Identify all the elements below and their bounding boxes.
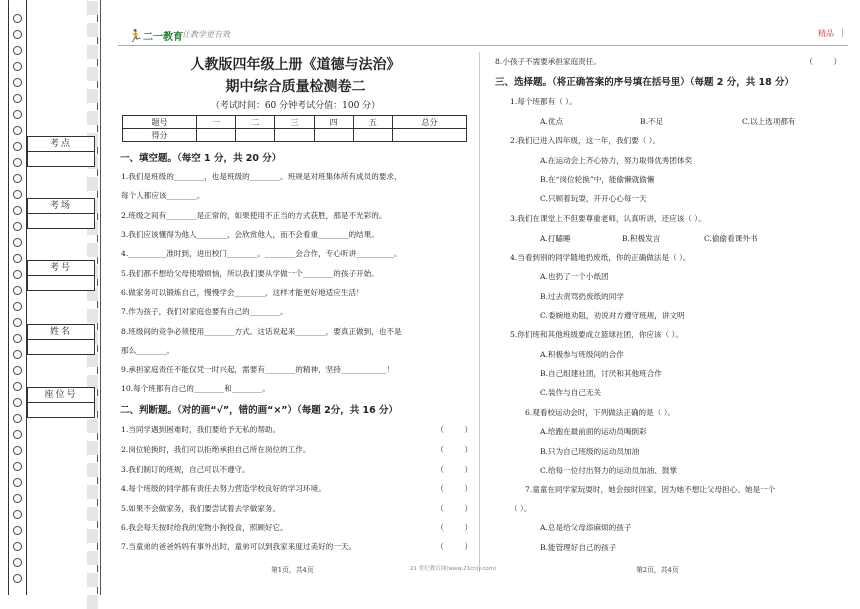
binding-dash: [87, 242, 98, 257]
section1-heading: 一、填空题。（每空 1 分，共 20 分）: [120, 153, 282, 164]
fill-line: 3.我们应该懂得为他人________，会欣赏他人，而不会看重________的结果。: [121, 230, 379, 239]
binding-line: [26, 0, 27, 595]
choice-option[interactable]: C.以上选项都有: [742, 117, 796, 126]
seat-number-label: 座位号: [28, 388, 94, 403]
binding-hole: [13, 526, 22, 535]
score-cell[interactable]: [197, 129, 236, 142]
fill-line: 5.我们都不想给父母使增烦恼，所以我们要从学做一个________的孩子开始。: [121, 269, 379, 278]
page-header: [118, 25, 848, 46]
judge-item: 4.每个班级的同学都有责任去努力营造学校良好的学习环境。: [121, 484, 326, 493]
answer-paren[interactable]: （ ）: [436, 465, 473, 474]
score-cell[interactable]: [392, 129, 466, 142]
binding-hole: [13, 270, 22, 279]
judge-item: 5.如果不会做家务，我们要尝试着去学做家务。: [121, 504, 281, 513]
binding-hole: [13, 334, 22, 343]
answer-paren[interactable]: （ ）: [436, 504, 473, 513]
binding-dash: [87, 308, 98, 323]
binding-dash: [87, 440, 98, 455]
binding-hole: [13, 494, 22, 503]
score-header-cell: 一: [197, 116, 236, 129]
answer-paren[interactable]: （ ）: [436, 484, 473, 493]
binding-line: [8, 0, 9, 595]
name-box: [27, 324, 95, 355]
answer-paren[interactable]: （ ）: [436, 425, 473, 434]
answer-paren[interactable]: （ ）: [436, 542, 473, 551]
binding-line: [100, 0, 101, 595]
name-field[interactable]: [28, 340, 94, 354]
binding-hole: [13, 190, 22, 199]
binding-dash: [87, 176, 98, 191]
fill-line: 6.做家务可以锻炼自己，慢慢学会________，这样才能更好地适应生活！: [121, 288, 364, 297]
exam-site-box: [27, 136, 95, 167]
score-table: [122, 115, 467, 142]
choice-option[interactable]: C.偷偷看课外书: [704, 234, 758, 243]
binding-hole: [13, 446, 22, 455]
answer-paren[interactable]: （ ）: [436, 523, 473, 532]
paper-title: 人教版四年级上册《道德与法治》: [190, 57, 401, 73]
binding-dash: [87, 528, 98, 543]
seat-number-field[interactable]: [28, 403, 94, 417]
binding-hole: [13, 398, 22, 407]
binding-dash: [87, 0, 98, 15]
choice-option[interactable]: B.积极发言: [622, 234, 661, 243]
choice-question: 7.童童在同学家玩耍时，她会按时回家，因为她不想让父母担心。她是一个: [525, 485, 776, 494]
binding-dash: [87, 572, 98, 587]
choice-option[interactable]: B.自己组建社团，讨厌和其他班合作: [540, 369, 662, 378]
choice-question-cont[interactable]: （ ）。: [510, 504, 532, 513]
fill-line: 2.班级之间有________是正常的，如果使用不正当的方式获胜，那是不光彩的。: [121, 211, 387, 220]
section3-heading: 三、选择题。（将正确答案的序号填在括号里）（每题 2 分，共 18 分）: [495, 77, 795, 88]
binding-dash: [87, 462, 98, 477]
exam-room-field[interactable]: [28, 214, 94, 228]
binding-dash: [87, 22, 98, 37]
binding-hole: [13, 430, 22, 439]
quality-badge: 精品: [818, 29, 834, 38]
binding-hole: [13, 286, 22, 295]
binding-hole: [13, 206, 22, 215]
score-cell[interactable]: [236, 129, 275, 142]
score-row-label: 得分: [123, 129, 197, 142]
fill-line: 9.承担家庭责任不能仅凭一时兴起，需要有________的精神，坚持____________！: [121, 365, 395, 374]
binding-dash: [87, 506, 98, 521]
answer-paren[interactable]: （ ）: [436, 445, 473, 454]
score-cell[interactable]: [275, 129, 314, 142]
choice-option[interactable]: B.只为自己班级的运动员加油: [540, 447, 640, 456]
binding-hole: [13, 78, 22, 87]
binding-dash: [87, 110, 98, 125]
paper-subtitle: 期中综合质量检测卷二: [225, 79, 366, 95]
choice-option[interactable]: A.打瞌睡: [540, 234, 571, 243]
seat-number-box: [27, 387, 95, 418]
binding-hole: [13, 222, 22, 231]
choice-option[interactable]: B.过去责骂扔废纸的同学: [540, 292, 624, 301]
exam-number-label: 考号: [28, 261, 94, 276]
binding-hole: [13, 366, 22, 375]
judge-item: 6.我会每天按时给我的宠物小狗投食，照顾好它。: [121, 523, 288, 532]
binding-hole: [13, 30, 22, 39]
binding-hole: [13, 62, 22, 71]
binding-hole: [13, 110, 22, 119]
binding-hole: [13, 382, 22, 391]
choice-option[interactable]: B.不足: [640, 117, 664, 126]
fill-line: 4.__________准时到，进出校门________。________会合作，专心听讲__________。: [121, 249, 402, 258]
choice-option[interactable]: A.给跑在最前面的运动员喝倒彩: [540, 427, 647, 436]
footer-source: 21 世纪教育网(www.21cnjy.com): [410, 566, 497, 572]
choice-question: 5.你们班和其他班级要成立篮球社团，你应该（ ）。: [510, 330, 683, 339]
binding-hole: [13, 126, 22, 135]
binding-hole: [13, 414, 22, 423]
choice-option[interactable]: C.给每一位付出努力的运动员加油、鼓掌: [540, 466, 678, 475]
binding-hole: [13, 542, 22, 551]
choice-question: 6.观看校运动会时，下列做法正确的是（ ）。: [525, 408, 676, 417]
binding-hole: [13, 174, 22, 183]
brand-slogan: 让教学更有效: [182, 30, 230, 39]
binding-hole: [13, 14, 22, 23]
binding-hole: [13, 318, 22, 327]
exam-room-box: [27, 198, 95, 229]
binding-dash: [87, 44, 98, 59]
fill-line: 10.每个班都有自己的________和________。: [121, 384, 270, 393]
exam-info: （考试时间：60 分钟考试分值：100 分）: [210, 101, 381, 111]
exam-site-label: 考点: [28, 137, 94, 152]
exam-room-label: 考场: [28, 199, 94, 214]
binding-hole: [13, 478, 22, 487]
score-header-cell: 五: [353, 116, 392, 129]
binding-hole: [13, 462, 22, 471]
binding-dash: [87, 66, 98, 81]
brand-name: 二一教育: [142, 32, 183, 43]
score-header-cell: 二: [236, 116, 275, 129]
fill-line: 每个人都应该________。: [121, 191, 205, 200]
brand-logo: [128, 28, 183, 43]
page-number-right: 第2页，共4页: [636, 566, 679, 574]
fill-line: 1.我们是班级的________，也是班级的________。班规是对班集体所有成员的要求，: [121, 172, 402, 181]
choice-option[interactable]: C.只顾着玩耍，开开心心每一天: [540, 194, 647, 203]
binding-hole: [13, 46, 22, 55]
page-number-left: 第1页，共4页: [271, 566, 314, 574]
binding-dash: [87, 418, 98, 433]
fill-line: 7.作为孩子，我们对家庭也要有自己的________。: [121, 307, 288, 316]
score-header-cell: 题号: [123, 116, 197, 129]
choice-option[interactable]: A.在运动会上齐心协力，努力取得优秀团体奖: [540, 156, 693, 165]
score-table-header-row: [123, 116, 467, 129]
binding-hole: [13, 238, 22, 247]
binding-hole: [13, 350, 22, 359]
score-header-cell: 三: [275, 116, 314, 129]
binding-strip: [0, 0, 108, 595]
binding-hole: [13, 302, 22, 311]
column-divider: [479, 52, 480, 572]
choice-question: 3.我们在课堂上不但要尊重老师，认真听讲，还应该（ ）。: [510, 214, 706, 223]
choice-question: 2.我们已进入四年级，这一年，我们要（ ）。: [510, 136, 661, 145]
choice-option[interactable]: A.也扔了一个小纸团: [540, 272, 609, 281]
score-table-row: [123, 129, 467, 142]
binding-hole: [13, 142, 22, 151]
fill-line: 那么________。: [121, 346, 175, 355]
binding-dash: [87, 550, 98, 565]
binding-dash: [87, 484, 98, 499]
choice-option[interactable]: B.在“岗位轮换”中，能偷懒就偷懒: [540, 175, 655, 184]
binding-hole: [13, 158, 22, 167]
binding-dash: [87, 88, 98, 103]
binding-dash: [87, 594, 98, 609]
choice-option[interactable]: A.积极参与班级间的合作: [540, 350, 624, 359]
choice-option[interactable]: A.优点: [540, 117, 564, 126]
judge-item: 3.我们制订的班规，自己可以不遵守。: [121, 465, 250, 474]
score-header-cell: 总分: [392, 116, 466, 129]
judge-item: 1.当同学遇到困难时，我们要给予无私的帮助。: [121, 425, 281, 434]
fill-line: 8.班级间的竞争必须使用________方式。这话说起来________，要真正做到，也不是: [121, 327, 402, 336]
binding-hole: [13, 574, 22, 583]
answer-paren[interactable]: （ ）: [805, 57, 842, 66]
choice-option[interactable]: C.委婉地劝阻，劝说对方遵守班规，讲文明: [540, 311, 685, 320]
judge-item: 7.当童弟的爸爸妈妈有事外出时，童弟可以到我家来度过美好的一天。: [121, 542, 357, 551]
binding-hole: [13, 558, 22, 567]
choice-option[interactable]: B.能管理好自己的孩子: [540, 543, 617, 552]
binding-hole: [13, 94, 22, 103]
badge-separator: |: [841, 28, 844, 37]
judge-item: 2.岗位轮换时，我们可以拒绝承担自己所在岗位的工作。: [121, 445, 311, 454]
score-cell[interactable]: [353, 129, 392, 142]
score-header-cell: 四: [314, 116, 353, 129]
judge-item: 8.小孩子不需要承担家庭责任。: [495, 57, 601, 66]
binding-hole: [13, 510, 22, 519]
exam-number-box: [27, 260, 95, 291]
name-label: 姓名: [28, 325, 94, 340]
score-cell[interactable]: [314, 129, 353, 142]
choice-question: 1.每个班都有（ ）。: [510, 97, 577, 106]
choice-option[interactable]: A.总是给父母添麻烦的孩子: [540, 523, 632, 532]
runner-icon: 🏃: [128, 29, 143, 43]
exam-number-field[interactable]: [28, 276, 94, 290]
binding-hole: [13, 254, 22, 263]
choice-question: 4.当看到别的同学随地扔废纸，你的正确做法是（ ）。: [510, 253, 691, 262]
choice-option[interactable]: C.装作与自己无关: [540, 388, 602, 397]
exam-site-field[interactable]: [28, 152, 94, 166]
section2-heading: 二、判断题。（对的画“√”，错的画“×”）（每题 2分，共 16 分）: [120, 405, 399, 416]
binding-holes: [10, 0, 24, 595]
